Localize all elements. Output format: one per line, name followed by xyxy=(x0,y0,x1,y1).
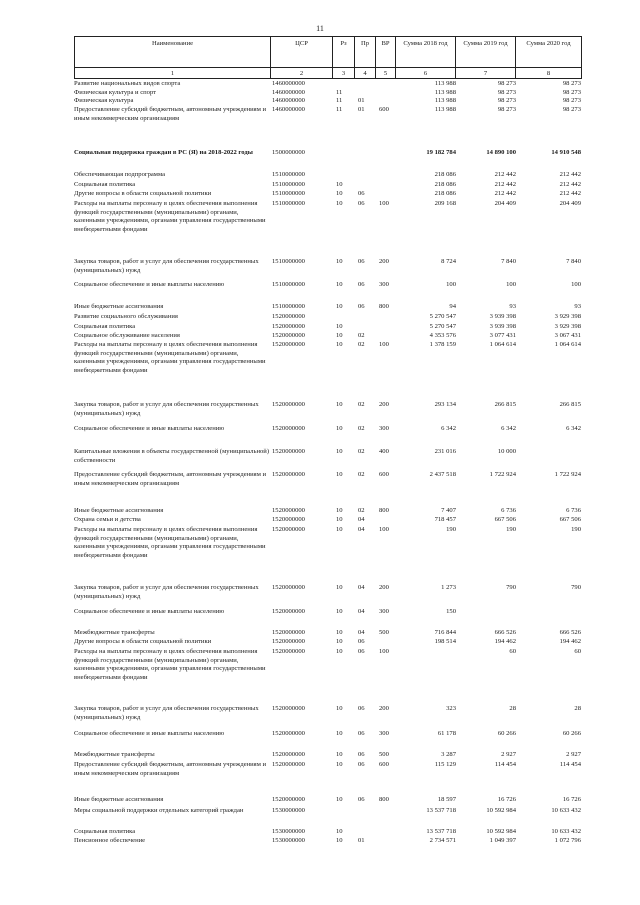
row-sum-2020: 93 xyxy=(574,303,581,310)
row-csr: 1510000000 xyxy=(272,181,305,188)
row-sum-2018: 8 724 xyxy=(441,258,456,265)
row-sum-2018: 218 086 xyxy=(434,181,456,188)
row-sum-2020: 10 633 432 xyxy=(551,828,581,835)
row-sum-2018: 231 016 xyxy=(434,448,456,455)
row-sum-2019: 1 049 397 xyxy=(489,837,516,844)
row-name: Обеспечивающая подпрограмма xyxy=(74,171,166,178)
row-name: Охрана семьи и детства xyxy=(74,516,141,523)
row-csr: 1520000000 xyxy=(272,332,305,339)
row-name: Межбюджетные трансферты xyxy=(74,751,155,758)
row-pr: 04 xyxy=(358,516,365,523)
row-sum-2020: 98 273 xyxy=(562,106,581,113)
row-sum-2020: 7 840 xyxy=(566,258,581,265)
row-name: Другие вопросы в области социальной политики xyxy=(74,190,212,197)
row-sum-2018: 94 xyxy=(449,303,456,310)
row-vr: 800 xyxy=(379,507,389,514)
row-vr: 800 xyxy=(379,796,389,803)
row-vr: 400 xyxy=(379,448,389,455)
row-csr: 1520000000 xyxy=(272,516,305,523)
row-name: Социальная поддержка граждан в РС (Я) на 2018-2022 годы xyxy=(74,149,253,156)
column-header-sum-2019: Сумма 2019 год xyxy=(456,37,516,68)
row-sum-2020: 1 064 614 xyxy=(554,341,581,348)
row-csr: 1520000000 xyxy=(272,448,305,455)
row-csr: 1530000000 xyxy=(272,828,305,835)
row-rz: 10 xyxy=(336,837,343,844)
row-sum-2018: 100 xyxy=(446,281,456,288)
row-csr: 1520000000 xyxy=(272,648,305,655)
row-name: Межбюджетные трансферты xyxy=(74,629,155,636)
row-csr: 1510000000 xyxy=(272,200,305,207)
row-name: Другие вопросы в области социальной политики xyxy=(74,638,212,645)
row-sum-2018: 115 129 xyxy=(434,761,456,768)
row-name: Закупка товаров, работ и услуг для обеспечения государственных (муниципальных) нужд xyxy=(74,401,259,417)
row-sum-2019: 190 xyxy=(506,526,516,533)
row-sum-2019: 16 726 xyxy=(497,796,516,803)
row-sum-2018: 4 353 576 xyxy=(429,332,456,339)
row-sum-2019: 3 939 398 xyxy=(489,313,516,320)
column-header-vr: ВР xyxy=(376,37,396,68)
row-name: Иные бюджетные ассигнования xyxy=(74,507,164,514)
row-sum-2018: 113 988 xyxy=(434,89,456,96)
row-name: Пенсионное обеспечение xyxy=(74,837,146,844)
row-csr: 1460000000 xyxy=(272,97,305,104)
row-sum-2019: 60 266 xyxy=(497,730,516,737)
row-sum-2019: 10 592 984 xyxy=(486,807,516,814)
row-rz: 10 xyxy=(336,828,343,835)
row-sum-2019: 60 xyxy=(509,648,516,655)
row-rz: 11 xyxy=(336,97,343,104)
row-rz: 10 xyxy=(336,425,343,432)
row-csr: 1520000000 xyxy=(272,638,305,645)
row-rz: 10 xyxy=(336,705,343,712)
row-name: Физическая культура и спорт xyxy=(74,89,157,96)
row-sum-2020: 60 266 xyxy=(562,730,581,737)
row-rz: 10 xyxy=(336,761,343,768)
row-sum-2020: 16 726 xyxy=(562,796,581,803)
row-sum-2019: 666 526 xyxy=(494,629,516,636)
row-csr: 1520000000 xyxy=(272,730,305,737)
row-sum-2019: 10 592 984 xyxy=(486,828,516,835)
row-name: Развитие социального обслуживания xyxy=(74,313,178,320)
row-vr: 100 xyxy=(379,648,389,655)
row-pr: 04 xyxy=(358,584,365,591)
row-sum-2020: 114 454 xyxy=(559,761,581,768)
row-rz: 10 xyxy=(336,448,343,455)
row-sum-2018: 716 844 xyxy=(434,629,456,636)
row-sum-2019: 6 342 xyxy=(501,425,516,432)
row-sum-2020: 28 xyxy=(574,705,581,712)
row-rz: 10 xyxy=(336,584,343,591)
row-sum-2020: 212 442 xyxy=(559,171,581,178)
row-sum-2019: 14 890 100 xyxy=(486,149,516,156)
row-csr: 1510000000 xyxy=(272,303,305,310)
row-pr: 06 xyxy=(358,258,365,265)
row-sum-2019: 114 454 xyxy=(494,761,516,768)
row-rz: 10 xyxy=(336,258,343,265)
row-sum-2018: 13 537 718 xyxy=(426,807,456,814)
row-name: Социальное обеспечение и иные выплаты населению xyxy=(74,425,225,432)
page-number: 11 xyxy=(316,24,324,33)
column-number: 3 xyxy=(333,68,355,79)
row-sum-2018: 19 182 784 xyxy=(426,149,456,156)
row-csr: 1510000000 xyxy=(272,171,305,178)
row-pr: 02 xyxy=(358,332,365,339)
row-sum-2018: 218 086 xyxy=(434,171,456,178)
row-sum-2019: 204 409 xyxy=(494,200,516,207)
row-rz: 10 xyxy=(336,281,343,288)
row-sum-2018: 5 270 547 xyxy=(429,313,456,320)
row-csr: 1530000000 xyxy=(272,837,305,844)
row-rz: 10 xyxy=(336,323,343,330)
row-rz: 10 xyxy=(336,332,343,339)
row-csr: 1520000000 xyxy=(272,608,305,615)
column-header-csr: ЦСР xyxy=(271,37,333,68)
row-csr: 1520000000 xyxy=(272,341,305,348)
row-rz: 10 xyxy=(336,181,343,188)
row-csr: 1520000000 xyxy=(272,705,305,712)
row-sum-2019: 212 442 xyxy=(494,190,516,197)
row-sum-2018: 6 342 xyxy=(441,425,456,432)
column-number: 8 xyxy=(516,68,582,79)
row-csr: 1500000000 xyxy=(272,149,305,156)
table-header xyxy=(74,36,582,79)
row-name: Закупка товаров, работ и услуг для обеспечения государственных (муниципальных) нужд xyxy=(74,705,259,721)
row-sum-2018: 5 270 547 xyxy=(429,323,456,330)
row-name: Социальная политика xyxy=(74,323,136,330)
row-vr: 300 xyxy=(379,425,389,432)
row-vr: 100 xyxy=(379,200,389,207)
row-sum-2020: 2 927 xyxy=(566,751,581,758)
row-sum-2020: 1 072 796 xyxy=(554,837,581,844)
row-rz: 10 xyxy=(336,471,343,478)
row-csr: 1510000000 xyxy=(272,258,305,265)
row-pr: 06 xyxy=(358,303,365,310)
row-pr: 06 xyxy=(358,190,365,197)
row-sum-2018: 1 273 xyxy=(441,584,456,591)
row-sum-2019: 10 000 xyxy=(497,448,516,455)
row-vr: 500 xyxy=(379,751,389,758)
row-sum-2018: 718 457 xyxy=(434,516,456,523)
row-rz: 11 xyxy=(336,106,343,113)
row-pr: 02 xyxy=(358,401,365,408)
row-rz: 10 xyxy=(336,190,343,197)
row-vr: 100 xyxy=(379,341,389,348)
row-pr: 01 xyxy=(358,106,365,113)
row-rz: 10 xyxy=(336,648,343,655)
row-csr: 1520000000 xyxy=(272,526,305,533)
row-vr: 300 xyxy=(379,608,389,615)
row-sum-2020: 6 736 xyxy=(566,507,581,514)
row-sum-2020: 667 506 xyxy=(559,516,581,523)
row-rz: 10 xyxy=(336,200,343,207)
row-sum-2020: 98 273 xyxy=(562,97,581,104)
row-sum-2018: 13 537 718 xyxy=(426,828,456,835)
row-name: Социальная политика xyxy=(74,181,136,188)
row-vr: 600 xyxy=(379,761,389,768)
row-vr: 600 xyxy=(379,471,389,478)
row-csr: 1530000000 xyxy=(272,807,305,814)
row-csr: 1510000000 xyxy=(272,281,305,288)
row-pr: 04 xyxy=(358,629,365,636)
row-sum-2019: 667 506 xyxy=(494,516,516,523)
row-sum-2019: 1 064 614 xyxy=(489,341,516,348)
row-name: Предоставление субсидий бюджетным, автономным учреждениям и иным некоммерческим организациям xyxy=(74,761,267,777)
row-name: Расходы на выплаты персоналу в целях обеспечения выполнения функций государственными (муниципальными) органами, казенными учреждениями, органами управления государственными внебюджетными фондами xyxy=(74,526,266,559)
row-pr: 06 xyxy=(358,796,365,803)
row-csr: 1520000000 xyxy=(272,796,305,803)
row-pr: 06 xyxy=(358,200,365,207)
row-csr: 1520000000 xyxy=(272,761,305,768)
row-sum-2018: 293 134 xyxy=(434,401,456,408)
row-csr: 1520000000 xyxy=(272,401,305,408)
row-name: Меры социальной поддержки отдельных категорий граждан xyxy=(74,807,244,814)
row-sum-2019: 98 273 xyxy=(497,89,516,96)
row-name: Расходы на выплаты персоналу в целях обеспечения выполнения функций государственными (муниципальными) органами, казенными учреждениями, органами управления государственными внебюджетными фондами xyxy=(74,341,266,374)
row-pr: 02 xyxy=(358,425,365,432)
row-vr: 500 xyxy=(379,629,389,636)
row-sum-2018: 2 437 518 xyxy=(429,471,456,478)
row-sum-2020: 790 xyxy=(571,584,581,591)
row-csr: 1520000000 xyxy=(272,584,305,591)
row-sum-2018: 113 988 xyxy=(434,97,456,104)
row-pr: 06 xyxy=(358,638,365,645)
row-sum-2019: 266 815 xyxy=(494,401,516,408)
row-rz: 10 xyxy=(336,401,343,408)
row-sum-2018: 3 287 xyxy=(441,751,456,758)
row-sum-2019: 3 939 398 xyxy=(489,323,516,330)
row-sum-2018: 218 086 xyxy=(434,190,456,197)
row-name: Закупка товаров, работ и услуг для обеспечения государственных (муниципальных) нужд xyxy=(74,258,259,274)
row-sum-2019: 1 722 924 xyxy=(489,471,516,478)
row-name: Физическая культура xyxy=(74,97,134,104)
row-sum-2020: 3 067 431 xyxy=(554,332,581,339)
row-vr: 100 xyxy=(379,526,389,533)
row-csr: 1510000000 xyxy=(272,190,305,197)
row-pr: 06 xyxy=(358,751,365,758)
row-pr: 06 xyxy=(358,648,365,655)
row-name: Социальное обеспечение и иные выплаты населению xyxy=(74,730,225,737)
row-sum-2020: 3 929 398 xyxy=(554,323,581,330)
row-sum-2020: 190 xyxy=(571,526,581,533)
row-sum-2020: 98 273 xyxy=(562,80,581,87)
row-sum-2019: 100 xyxy=(506,281,516,288)
row-sum-2018: 2 734 571 xyxy=(429,837,456,844)
row-rz: 10 xyxy=(336,341,343,348)
column-number: 2 xyxy=(271,68,333,79)
row-sum-2018: 150 xyxy=(446,608,456,615)
column-header-name: Наименование xyxy=(75,37,271,68)
row-sum-2020: 666 526 xyxy=(559,629,581,636)
row-sum-2020: 266 815 xyxy=(559,401,581,408)
row-rz: 10 xyxy=(336,796,343,803)
row-vr: 600 xyxy=(379,106,389,113)
row-rz: 10 xyxy=(336,638,343,645)
row-sum-2020: 6 342 xyxy=(566,425,581,432)
row-vr: 200 xyxy=(379,258,389,265)
row-sum-2019: 6 736 xyxy=(501,507,516,514)
row-sum-2020: 3 929 398 xyxy=(554,313,581,320)
row-rz: 10 xyxy=(336,507,343,514)
row-name: Социальное обслуживание населения xyxy=(74,332,180,339)
column-number: 4 xyxy=(355,68,376,79)
row-rz: 10 xyxy=(336,608,343,615)
row-sum-2019: 194 462 xyxy=(494,638,516,645)
row-pr: 01 xyxy=(358,97,365,104)
row-sum-2019: 28 xyxy=(509,705,516,712)
row-sum-2018: 7 407 xyxy=(441,507,456,514)
row-pr: 06 xyxy=(358,730,365,737)
column-header-sum-2020: Сумма 2020 год xyxy=(516,37,582,68)
row-name: Закупка товаров, работ и услуг для обеспечения государственных (муниципальных) нужд xyxy=(74,584,259,600)
row-csr: 1460000000 xyxy=(272,106,305,113)
row-rz: 11 xyxy=(336,89,343,96)
row-name: Предоставление субсидий бюджетным, автономным учреждениям и иным некоммерческим организациям xyxy=(74,106,267,122)
row-vr: 300 xyxy=(379,730,389,737)
row-pr: 04 xyxy=(358,526,365,533)
row-pr: 06 xyxy=(358,281,365,288)
column-number: 6 xyxy=(396,68,456,79)
row-pr: 01 xyxy=(358,837,365,844)
row-sum-2018: 190 xyxy=(446,526,456,533)
row-name: Иные бюджетные ассигнования xyxy=(74,303,164,310)
row-name: Расходы на выплаты персоналу в целях обеспечения выполнения функций государственными (муниципальными) органами, казенными учреждениями, органами управления государственными внебюджетными фондами xyxy=(74,200,266,233)
row-sum-2019: 98 273 xyxy=(497,106,516,113)
row-csr: 1520000000 xyxy=(272,471,305,478)
row-sum-2019: 212 442 xyxy=(494,181,516,188)
column-header-rz: Рз xyxy=(333,37,355,68)
row-sum-2020: 100 xyxy=(571,281,581,288)
row-sum-2019: 93 xyxy=(509,303,516,310)
column-header-pr: Пр xyxy=(355,37,376,68)
row-csr: 1520000000 xyxy=(272,751,305,758)
row-vr: 200 xyxy=(379,705,389,712)
row-csr: 1520000000 xyxy=(272,313,305,320)
row-sum-2018: 61 178 xyxy=(437,730,456,737)
row-sum-2020: 204 409 xyxy=(559,200,581,207)
row-rz: 10 xyxy=(336,629,343,636)
row-pr: 04 xyxy=(358,608,365,615)
row-sum-2018: 1 378 159 xyxy=(429,341,456,348)
column-header-sum-2018: Сумма 2018 год xyxy=(396,37,456,68)
row-pr: 02 xyxy=(358,471,365,478)
row-sum-2018: 323 xyxy=(446,705,456,712)
row-sum-2018: 113 988 xyxy=(434,80,456,87)
row-csr: 1520000000 xyxy=(272,425,305,432)
row-pr: 02 xyxy=(358,507,365,514)
row-sum-2019: 7 840 xyxy=(501,258,516,265)
row-name: Капитальные вложения в объекты государственной (муниципальной) собственности xyxy=(74,448,270,464)
row-rz: 10 xyxy=(336,730,343,737)
row-sum-2020: 10 633 432 xyxy=(551,807,581,814)
row-name: Расходы на выплаты персоналу в целях обеспечения выполнения функций государственными (муниципальными) органами, казенными учреждениями, органами управления государственными внебюджетными фондами xyxy=(74,648,266,681)
row-sum-2020: 60 xyxy=(574,648,581,655)
column-number: 7 xyxy=(456,68,516,79)
row-rz: 10 xyxy=(336,303,343,310)
row-sum-2019: 98 273 xyxy=(497,97,516,104)
column-number: 1 xyxy=(75,68,271,79)
row-sum-2018: 209 168 xyxy=(434,200,456,207)
row-name: Предоставление субсидий бюджетным, автономным учреждениям и иным некоммерческим организациям xyxy=(74,471,267,487)
row-csr: 1460000000 xyxy=(272,80,305,87)
row-csr: 1520000000 xyxy=(272,507,305,514)
row-sum-2019: 2 927 xyxy=(501,751,516,758)
row-vr: 300 xyxy=(379,281,389,288)
row-name: Социальная политика xyxy=(74,828,136,835)
row-sum-2020: 194 462 xyxy=(559,638,581,645)
row-name: Иные бюджетные ассигнования xyxy=(74,796,164,803)
row-name: Развитие национальных видов спорта xyxy=(74,80,181,87)
row-rz: 10 xyxy=(336,751,343,758)
row-rz: 10 xyxy=(336,516,343,523)
row-vr: 200 xyxy=(379,584,389,591)
row-rz: 10 xyxy=(336,526,343,533)
row-pr: 02 xyxy=(358,448,365,455)
row-sum-2020: 212 442 xyxy=(559,181,581,188)
row-csr: 1520000000 xyxy=(272,323,305,330)
row-name: Социальное обеспечение и иные выплаты населению xyxy=(74,608,225,615)
row-sum-2018: 198 514 xyxy=(434,638,456,645)
row-pr: 06 xyxy=(358,761,365,768)
row-pr: 06 xyxy=(358,705,365,712)
row-vr: 800 xyxy=(379,303,389,310)
row-sum-2018: 18 597 xyxy=(437,796,456,803)
row-name: Социальное обеспечение и иные выплаты населению xyxy=(74,281,225,288)
row-pr: 02 xyxy=(358,341,365,348)
row-sum-2019: 212 442 xyxy=(494,171,516,178)
row-sum-2020: 1 722 924 xyxy=(554,471,581,478)
row-sum-2020: 212 442 xyxy=(559,190,581,197)
row-sum-2018: 113 988 xyxy=(434,106,456,113)
row-sum-2019: 98 273 xyxy=(497,80,516,87)
row-sum-2020: 98 273 xyxy=(562,89,581,96)
row-sum-2019: 3 077 431 xyxy=(489,332,516,339)
row-csr: 1460000000 xyxy=(272,89,305,96)
row-csr: 1520000000 xyxy=(272,629,305,636)
row-sum-2019: 790 xyxy=(506,584,516,591)
row-vr: 200 xyxy=(379,401,389,408)
row-sum-2020: 14 910 548 xyxy=(551,149,581,156)
column-number: 5 xyxy=(376,68,396,79)
